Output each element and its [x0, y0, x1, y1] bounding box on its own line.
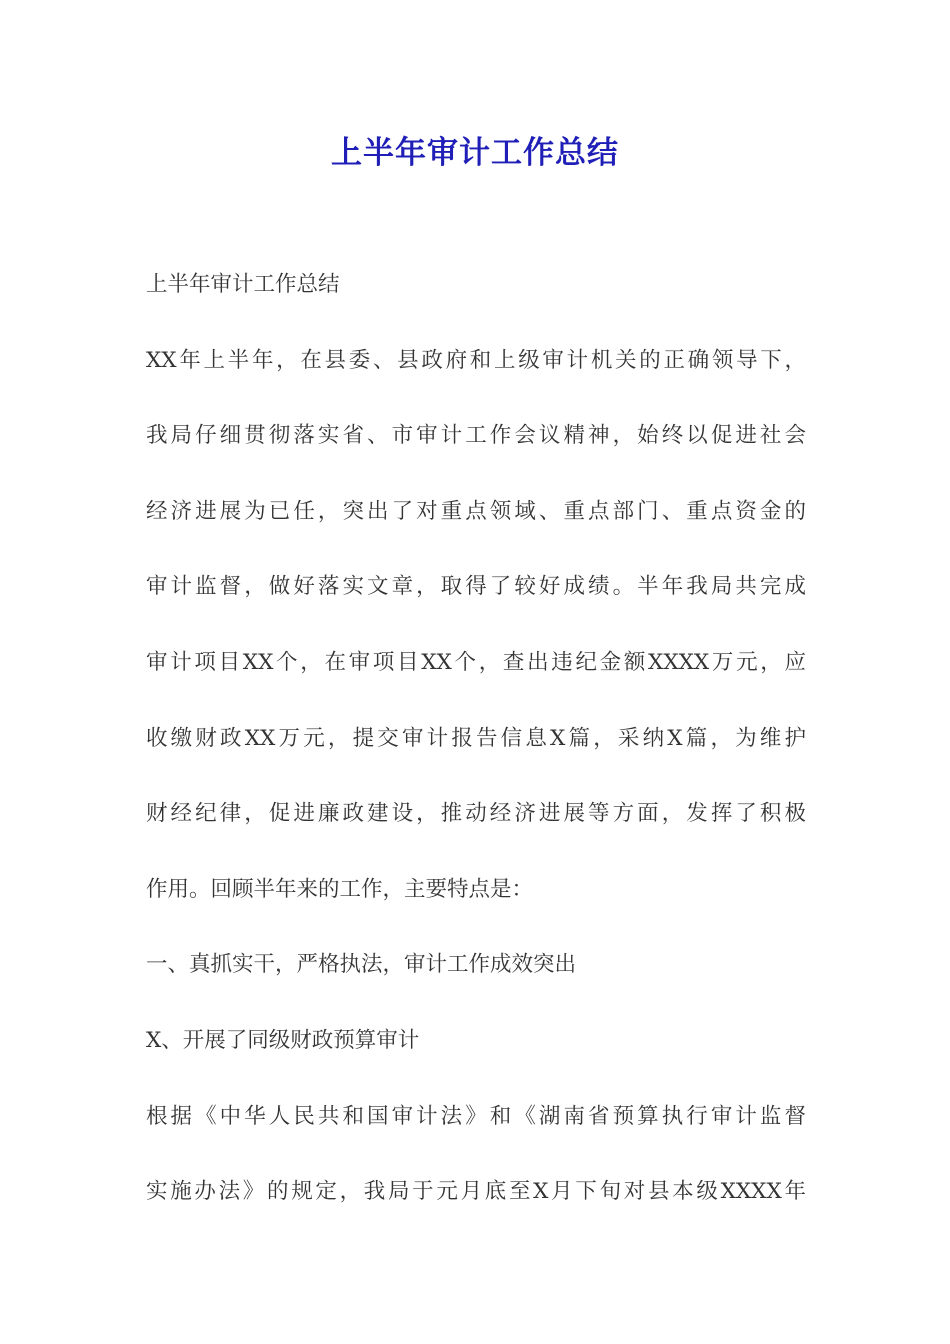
document-title: 上半年审计工作总结: [331, 135, 619, 171]
body-line: 作用。回顾半年来的工作，主要特点是：: [146, 876, 534, 902]
body-line: 收缴财政XX万元，提交审计报告信息X篇，采纳X篇，为维护: [146, 725, 806, 751]
subsection-heading: X、开展了同级财政预算审计: [146, 1027, 420, 1053]
body-line: 实施办法》的规定，我局于元月底至X月下旬对县本级XXXX年: [146, 1179, 806, 1205]
body-line: 财经纪律，促进廉政建设，推动经济进展等方面，发挥了积极: [146, 801, 806, 827]
section-heading: 一、真抓实干，严格执法，审计工作成效突出: [146, 952, 577, 978]
body-line: 审计项目XX个，在审项目XX个，查出违纪金额XXXX万元，应: [146, 649, 806, 675]
body-line: 经济进展为已任，突出了对重点领域、重点部门、重点资金的: [146, 498, 806, 524]
body-line: 根据《中华人民共和国审计法》和《湖南省预算执行审计监督: [146, 1103, 806, 1129]
body-line: 我局仔细贯彻落实省、市审计工作会议精神，始终以促进社会: [146, 423, 806, 449]
body-line-heading: 上半年审计工作总结: [146, 272, 340, 297]
body-line: 审计监督，做好落实文章，取得了较好成绩。半年我局共完成: [146, 574, 806, 600]
document-body: [146, 262, 806, 1245]
body-line: XX年上半年，在县委、县政府和上级审计机关的正确领导下，: [146, 347, 806, 373]
